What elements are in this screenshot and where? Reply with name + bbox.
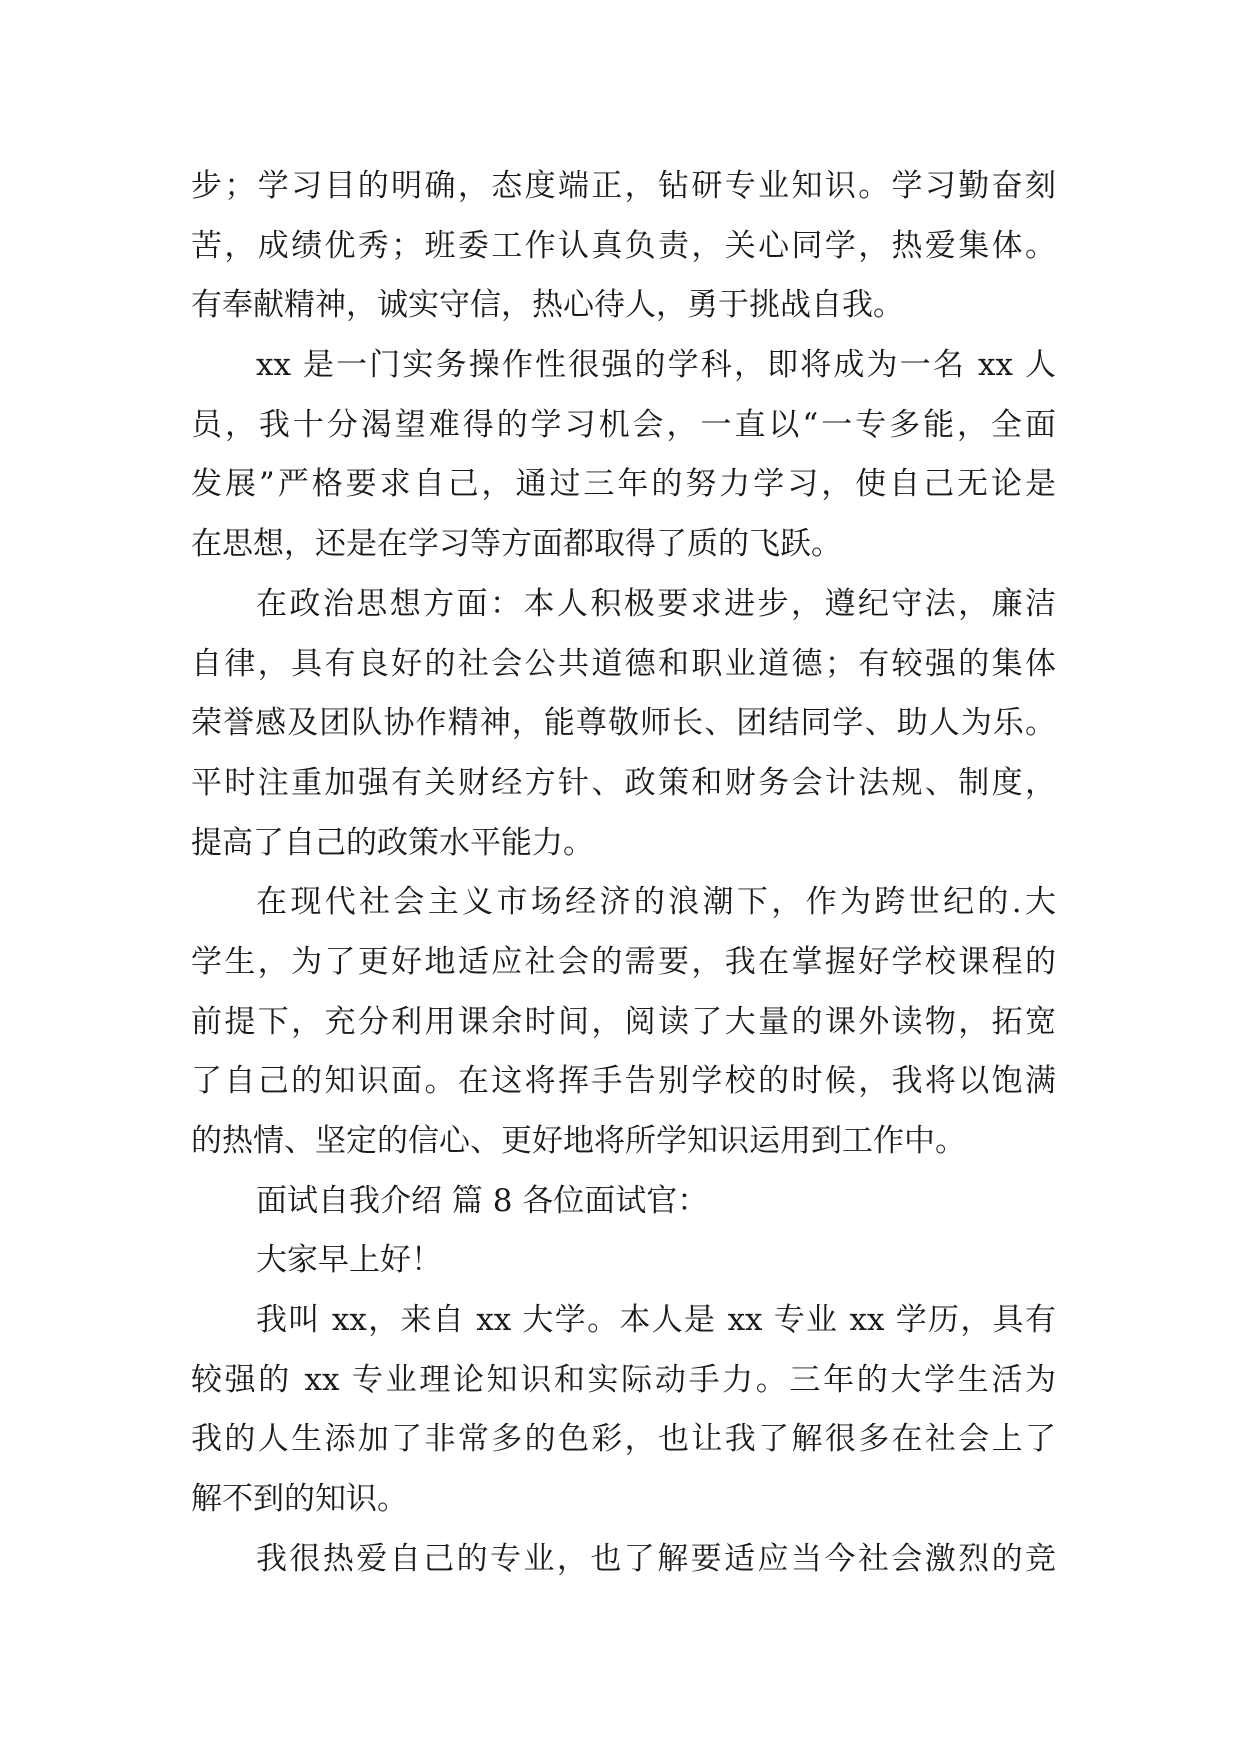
text-line: 发展”严格要求自己，通过三年的努力学习，使自己无论是 (191, 466, 1056, 503)
section-heading: 面试自我介绍 篇 8 各位面试官： (256, 1182, 709, 1219)
text-line: 平时注重加强有关财经方针、政策和财务会计法规、制度， (191, 764, 1056, 801)
text-line: 员，我十分渴望难得的学习机会，一直以“一专多能，全面 (191, 406, 1056, 443)
paragraph-first-line: 我很热爱自己的专业，也了解要适应当今社会激烈的竞 (256, 1540, 1056, 1577)
paragraph-first-line: 在政治思想方面：本人积极要求进步，遵纪守法，廉洁 (256, 585, 1056, 622)
greeting-line: 大家早上好！ (256, 1242, 442, 1279)
text-line: 解不到的知识。 (191, 1481, 408, 1518)
paragraph-first-line: 在现代社会主义市场经济的浪潮下，作为跨世纪的.大 (256, 884, 1056, 921)
document-body (191, 157, 1056, 1590)
paragraph-first-line: xx 是一门实务操作性很强的学科，即将成为一名 xx 人 (256, 347, 1056, 384)
text-line: 荣誉感及团队协作精神，能尊敬师长、团结同学、助人为乐。 (191, 705, 1056, 742)
text-line: 有奉献精神，诚实守信，热心待人，勇于挑战自我。 (191, 287, 904, 324)
text-line: 学生，为了更好地适应社会的需要，我在掌握好学校课程的 (191, 943, 1056, 980)
text-line: 苦，成绩优秀；班委工作认真负责，关心同学，热爱集体。 (191, 227, 1056, 264)
text-line: 前提下，充分利用课余时间，阅读了大量的课外读物，拓宽 (191, 1003, 1056, 1040)
text-line: 了自己的知识面。在这将挥手告别学校的时候，我将以饱满 (191, 1063, 1056, 1100)
text-line: 在思想，还是在学习等方面都取得了质的飞跃。 (191, 526, 842, 563)
text-line: 自律，具有良好的社会公共道德和职业道德；有较强的集体 (191, 645, 1056, 682)
text-line: 较强的 xx 专业理论知识和实际动手力。三年的大学生活为 (191, 1361, 1056, 1398)
text-line: 步；学习目的明确，态度端正，钻研专业知识。学习勤奋刻 (191, 168, 1056, 204)
text-line: 提高了自己的政策水平能力。 (191, 824, 594, 861)
text-line: 的热情、坚定的信心、更好地将所学知识运用到工作中。 (191, 1123, 966, 1159)
text-line: 我的人生添加了非常多的色彩，也让我了解很多在社会上了 (191, 1421, 1056, 1458)
paragraph-first-line: 我叫 xx，来自 xx 大学。本人是 xx 专业 xx 学历，具有 (256, 1302, 1056, 1339)
